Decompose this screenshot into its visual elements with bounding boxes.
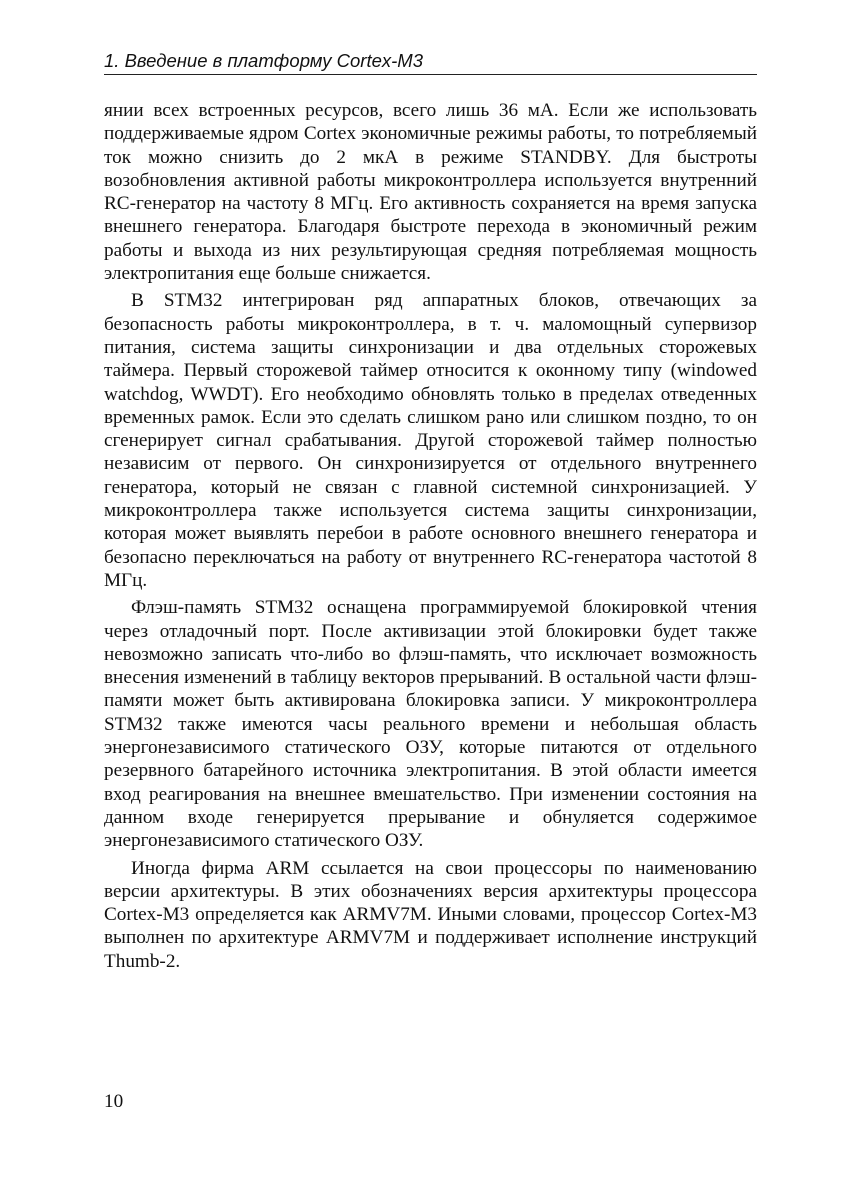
body-text xyxy=(104,99,757,977)
page-number: 10 xyxy=(104,1091,124,1112)
running-head-title: 1. Введение в платформу Cortex-M3 xyxy=(104,50,424,71)
paragraph-1: янии всех встроенных ресурсов, всего лишь 36 мА. Если же использовать поддерживаемые ядром Cortex экономичные режимы работы, то потребляемый ток можно снизить до 2 мкА в режиме STANDBY. Для быстроты возобновления активной работы микроконтроллера используется внутренний RC-генератор на частоту 8 МГц. Его активность сохраняется на время запуска внешнего генератора. Благодаря быстроте перехода в экономичный режим работы и выхода из них результирующая средняя потребляемая мощность электропитания еще больше снижается. xyxy=(104,100,757,285)
paragraph-4: Иногда фирма ARM ссылается на свои процессоры по наименованию версии архитектуры. В этих обозначениях версия архитектуры процессора Cortex-M3 определяется как ARMV7M. Иными словами, процессор Cortex-M3 выполнен по архитектуре ARMV7M и поддерживает исполнение инструкций Thumb-2. xyxy=(104,857,757,972)
paragraph-2: В STM32 интегрирован ряд аппаратных блоков, отвечающих за безопасность работы микроконтроллера, в т. ч. маломощный супервизор питания, система защиты синхронизации и два отдельных сторожевых таймера. Первый сторожевой таймер относится к оконному типу (windowed watchdog, WWDT). Его необходимо обновлять только в пределах отведенных временных рамок. Если это сделать слишком рано или слишком поздно, то он сгенерирует сигнал срабатывания. Другой сторожевой таймер полностью независим от первого. Он синхронизируется от отдельного внутреннего генератора, который не связан с главной системной синхронизацией. У микроконтроллера также используется система защиты синхронизации, которая может выявлять перебои в работе основного внешнего генератора и безопасно переключаться на работу от внутреннего RC-генератора частотой 8 МГц. xyxy=(104,290,757,591)
running-head xyxy=(104,48,757,75)
paragraph-3: Флэш-память STM32 оснащена программируемой блокировкой чтения через отладочный порт. После активизации этой блокировки будет также невозможно записать что-либо во флэш-память, что исключает возможность внесения изменений в таблицу векторов прерываний. В остальной части флэш-памяти может быть активирована блокировка записи. У микроконтроллера STM32 также имеются часы реального времени и небольшая область энергонезависимого статического ОЗУ, которые питаются от отдельного резервного батарейного источника электропитания. В этой области имеется вход реагирования на внешнее вмешательство. При изменении состояния на данном входе генерируется прерывание и обнуляется содержимое энергонезависимого статического ОЗУ. xyxy=(104,597,757,852)
